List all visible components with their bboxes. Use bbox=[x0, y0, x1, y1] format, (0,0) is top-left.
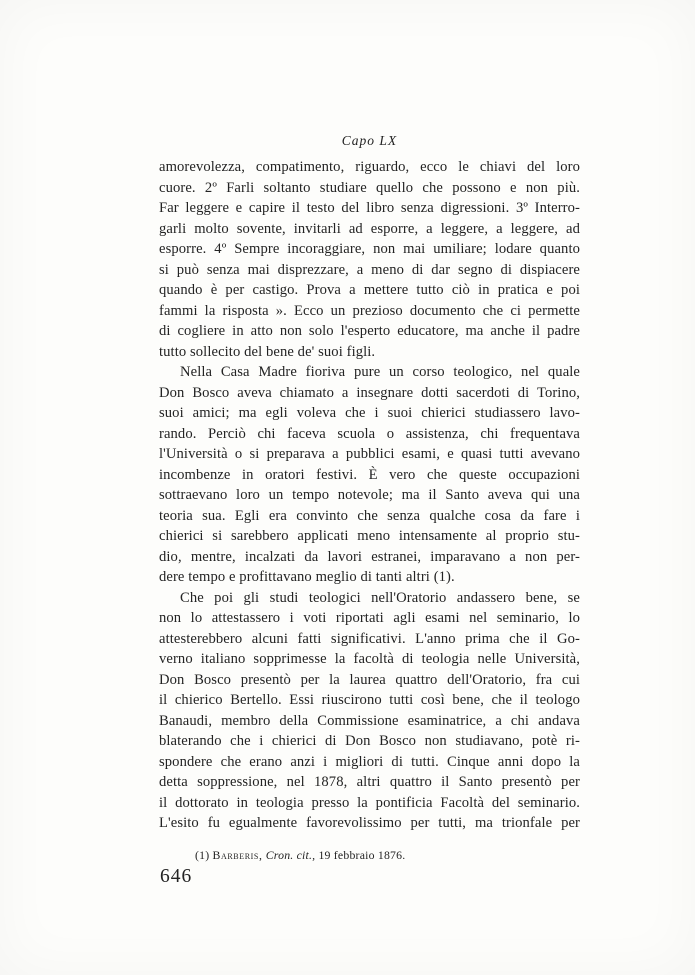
text-line: Banaudi, membro della Commissione esaminatrice, a chi andava bbox=[159, 712, 580, 729]
text-line: blaterando che i chierici di Don Bosco non studiavano, potè ri- bbox=[159, 733, 580, 749]
text-line: cuore. 2º Farli soltanto studiare quello che possono e non più. bbox=[159, 179, 580, 196]
footnote-author: Barberis, bbox=[212, 848, 263, 862]
text-line: non lo attestassero i voti riportati agli esami nel seminario, lo bbox=[159, 610, 580, 626]
text-line: garli molto sovente, invitarli ad esporre, a leggere, a leggere, ad bbox=[159, 220, 580, 237]
text-line: dio, mentre, incalzati da lavori estranei, imparavano a non per- bbox=[159, 548, 580, 565]
text-line: incombenze in oratori festivi. È vero che queste occupazioni bbox=[159, 466, 580, 483]
text-line: tutto sollecito del bene de' suoi figli. bbox=[159, 343, 376, 360]
text-line: Che poi gli studi teologici nell'Oratorio andassero bene, se bbox=[180, 589, 580, 606]
text-line: quando è per castigo. Prova a mettere tutto ciò in pratica e poi bbox=[159, 282, 580, 298]
text-line: esporre. 4º Sempre incoraggiare, non mai umiliare; lodare quanto bbox=[159, 241, 580, 257]
text-line: suoi amici; ma egli voleva che i suoi chierici studiassero lavo- bbox=[159, 405, 580, 421]
footnote-detail: 19 febbraio 1876. bbox=[318, 848, 406, 862]
text-line: spondere che erano anzi i migliori di tutti. Cinque anni dopo la bbox=[159, 753, 580, 770]
footnote-work-title: Cron. cit., bbox=[265, 848, 316, 862]
text-line: dere tempo e profittavano meglio di tanti altri (1). bbox=[159, 569, 455, 585]
text-line: il dottorato in teologia presso la pontificia Facoltà del seminario. bbox=[159, 794, 580, 811]
text-line: si può senza mai disprezzare, a meno di dar segno di dispiacere bbox=[159, 261, 580, 278]
text-line: fammi la risposta ». Ecco un prezioso documento che ci permette bbox=[159, 302, 580, 319]
text-line: il chierico Bertello. Essi riuscirono tutti così bene, che il teologo bbox=[159, 692, 580, 708]
text-line: Far leggere e capire il testo del libro senza digressioni. 3º Interro- bbox=[159, 200, 580, 216]
text-line: l'Università o si preparava a pubblici esami, e quasi tutti avevano bbox=[159, 446, 580, 462]
footnote bbox=[159, 848, 580, 863]
text-line: L'esito fu egualmente favorevolissimo per tutti, ma trionfale per bbox=[159, 815, 580, 831]
text-line: detta soppressione, nel 1878, altri quattro il Santo presentò per bbox=[159, 774, 580, 790]
text-line: Nella Casa Madre fioriva pure un corso teologico, nel quale bbox=[180, 364, 580, 380]
text-line: Don Bosco aveva chiamato a insegnare dotti sacerdoti di Torino, bbox=[159, 384, 580, 401]
body-text bbox=[159, 157, 580, 834]
text-line: verno italiano sopprimesse la facoltà di teologia nelle Università, bbox=[159, 651, 580, 667]
text-line: Don Bosco presentò per la laurea quattro dell'Oratorio, fra cui bbox=[159, 671, 580, 688]
text-line: amorevolezza, compatimento, riguardo, ecco le chiavi del loro bbox=[159, 159, 580, 175]
chapter-header: Capo LX bbox=[341, 133, 398, 148]
text-line: teoria sua. Egli era convinto che senza qualche cosa da fare i bbox=[159, 507, 580, 524]
text-line: attesterebbero alcuni fatti significativi. L'anno prima che il Go- bbox=[159, 630, 580, 647]
text-line: sottraevano loro un tempo notevole; ma il Santo aveva qui una bbox=[159, 487, 580, 503]
text-line: di cogliere in atto non solo l'esperto educatore, ma anche il padre bbox=[159, 323, 580, 339]
footnote-marker: (1) bbox=[195, 848, 210, 862]
page-number: 646 bbox=[160, 866, 193, 887]
text-line: chierici si sarebbero applicati meno intensamente al proprio stu- bbox=[159, 528, 580, 544]
text-line: rando. Perciò chi faceva scuola o assistenza, chi frequentava bbox=[159, 425, 580, 442]
